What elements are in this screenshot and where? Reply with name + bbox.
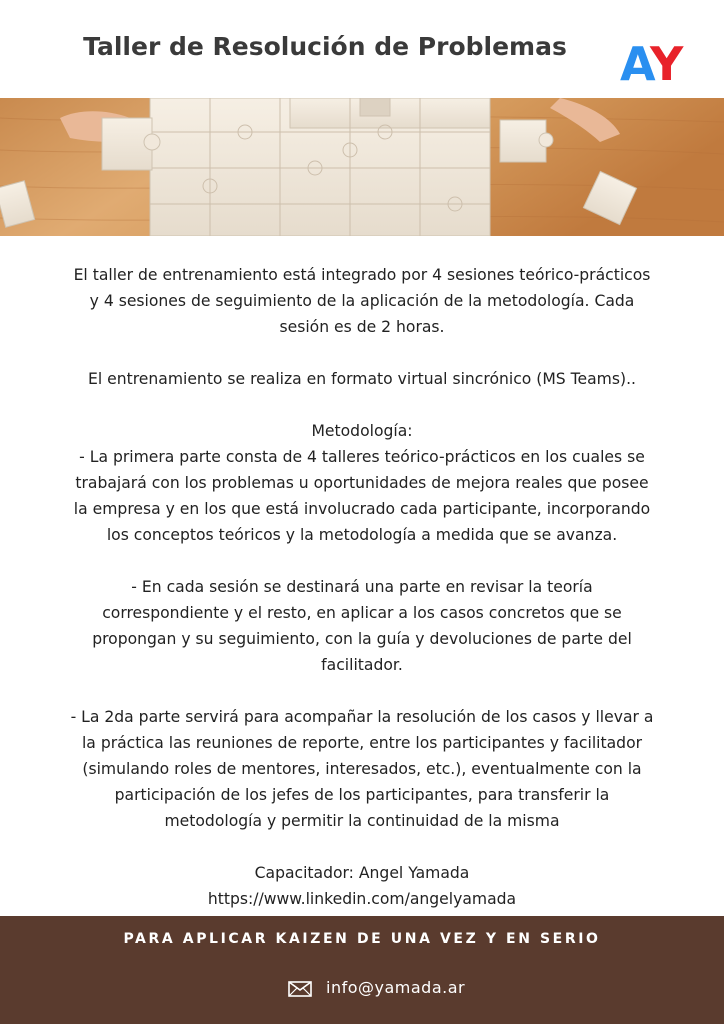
header [0, 0, 724, 98]
paragraph-line: El taller de entrenamiento está integrado por 4 sesiones teórico-prácticos [73, 266, 651, 284]
logo-letter-a: A [620, 37, 656, 84]
paragraph-line: y 4 sesiones de seguimiento de la aplicación de la metodología. Cada [89, 292, 635, 310]
paragraph-line: - La primera parte consta de 4 talleres teórico-prácticos en los cuales se [79, 448, 645, 466]
email-link[interactable]: info@yamada.ar [326, 978, 466, 997]
footer [0, 916, 724, 1024]
paragraph-line: metodología y permitir la continuidad de la misma [164, 812, 560, 830]
paragraph-line: - La 2da parte servirá para acompañar la resolución de los casos y llevar a [70, 708, 654, 726]
workshop-description [30, 262, 694, 912]
puzzle-banner-image [0, 98, 724, 236]
paragraph-line: facilitador. [321, 656, 403, 674]
ay-logo [620, 34, 690, 84]
paragraph-line: los conceptos teóricos y la metodología a medida que se avanza. [106, 526, 618, 544]
linkedin-link[interactable]: https://www.linkedin.com/angelyamada [207, 890, 517, 908]
logo-letter-y: Y [650, 37, 684, 84]
footer-tagline: PARA APLICAR KAIZEN DE UNA VEZ Y EN SERIO [123, 931, 601, 947]
paragraph-line: (simulando roles de mentores, interesados, etc.), eventualmente con la [82, 760, 642, 778]
paragraph-line: - En cada sesión se destinará una parte en revisar la teoría [131, 578, 593, 596]
methodology-heading: Metodología: [311, 422, 413, 440]
paragraph-line: trabajará con los problemas u oportunidades de mejora reales que posee [75, 474, 649, 492]
paragraph-line: propongan y su seguimiento, con la guía y devoluciones de parte del [92, 630, 632, 648]
page-title: Taller de Resolución de Problemas [83, 32, 567, 61]
paragraph-line: la práctica las reuniones de reporte, entre los participantes y facilitador [81, 734, 643, 752]
envelope-icon [288, 981, 312, 997]
contact-email[interactable] [0, 978, 724, 1002]
paragraph-line: la empresa y en los que está involucrado cada participante, incorporando [73, 500, 651, 518]
paragraph-line: correspondiente y el resto, en aplicar a los casos concretos que se [102, 604, 622, 622]
trainer-name: Capacitador: Angel Yamada [254, 864, 470, 882]
paragraph-line: El entrenamiento se realiza en formato virtual sincrónico (MS Teams).. [87, 370, 636, 388]
paragraph-line: sesión es de 2 horas. [279, 318, 445, 336]
paragraph-line: participación de los jefes de los participantes, para transferir la [114, 786, 610, 804]
